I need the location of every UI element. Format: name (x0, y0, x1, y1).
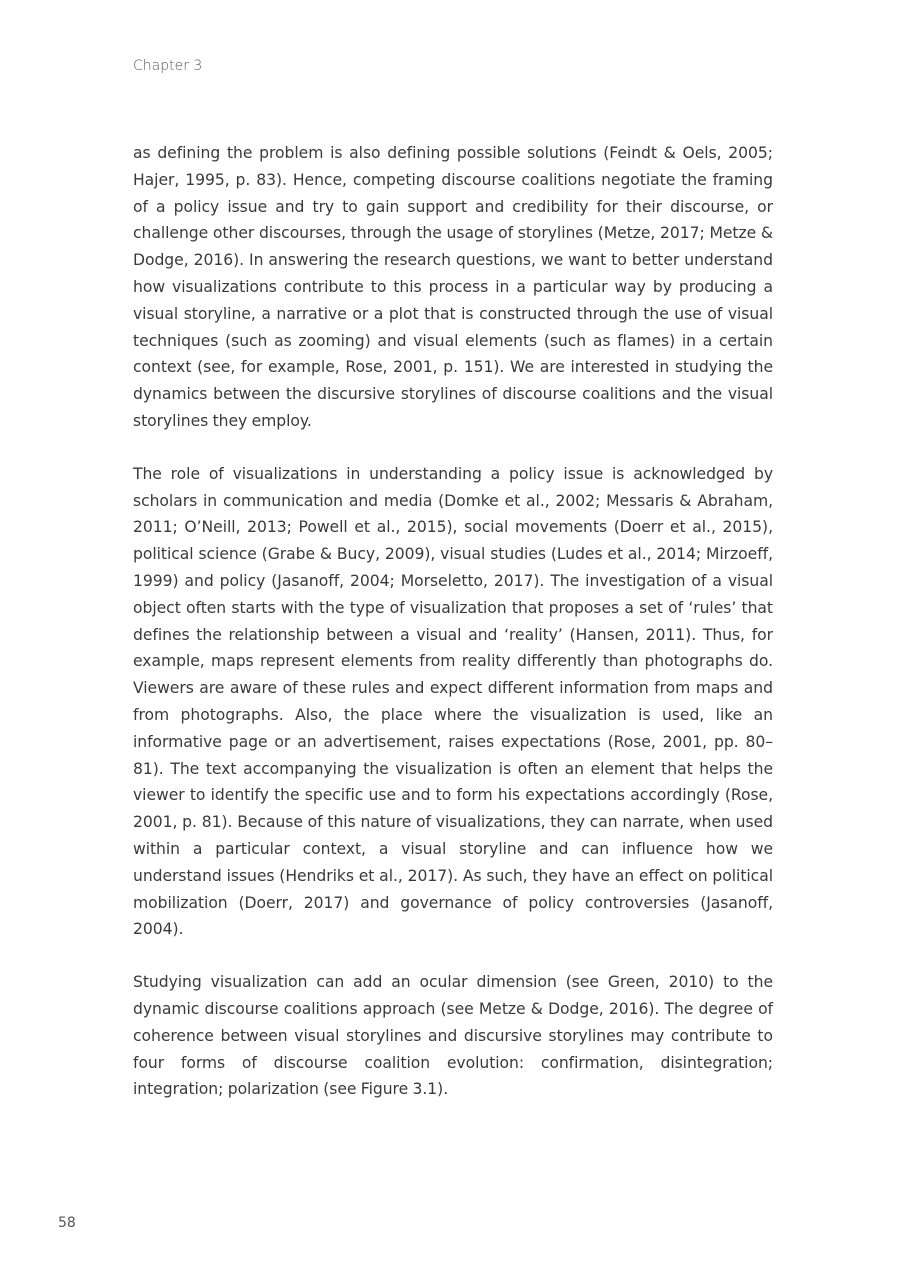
paragraph-1: as defining the problem is also defining possible solutions (Feindt & Oels, 2005; Hajer, 1995, p. 83). Hence, competing discourse coalitions negotiate the framing of a policy issue and try to gain support and credibility for their discourse, or challenge other discourses, through the usage of storylines (Metze, 2017; Metze & Dodge, 2016). In answering the research questions, we want to better understand how visualizations contribute to this process in a particular way by producing a visual storyline, a narrative or a plot that is constructed through the use of visual techniques (such as zooming) and visual elements (such as flames) in a certain context (see, for example, Rose, 2001, p. 151). We are interested in studying the dynamics between the discursive storylines of discourse coalitions and the visual storylines they employ. (133, 144, 773, 430)
paragraph-3: Studying visualization can add an ocular dimension (see Green, 2010) to the dynamic discourse coalitions approach (see Metze & Dodge, 2016). The degree of coherence between visual storylines and discursive storylines may contribute to four forms of discourse coalition evolution: confirmation, disintegration; integration; polarization (see Figure 3.1). (133, 973, 773, 1099)
paragraph-2: The role of visualizations in understanding a policy issue is acknowledged by scholars in communication and media (Domke et al., 2002; Messaris & Abraham, 2011; O’Neill, 2013; Powell et al., 2015), social movements (Doerr et al., 2015), political science (Grabe & Bucy, 2009), visual studies (Ludes et al., 2014; Mirzoeff, 1999) and policy (Jasanoff, 2004; Morseletto, 2017). The investigation of a visual object often starts with the type of visualization that proposes a set of ‘rules’ that defines the relationship between a visual and ‘reality’ (Hansen, 2011). Thus, for example, maps represent elements from reality differently than photographs do. Viewers are aware of these rules and expect different information from maps and from photographs. Also, the place where the visualization is used, like an informative page or an advertisement, raises expectations (Rose, 2001, pp. 80–81). The text accompanying the visualization is often an element that helps the viewer to identify the specific use and to form his expectations accordingly (Rose, 2001, p. 81). Because of this nature of visualizations, they can narrate, when used within a particular context, a visual storyline and can influence how we understand issues (Hendriks et al., 2017). As such, they have an effect on political mobilization (Doerr, 2017) and governance of policy controversies (Jasanoff, 2004). (133, 464, 773, 939)
page-number: 58 (58, 1215, 76, 1231)
body-text (133, 140, 773, 1129)
running-head: Chapter 3 (133, 58, 203, 74)
